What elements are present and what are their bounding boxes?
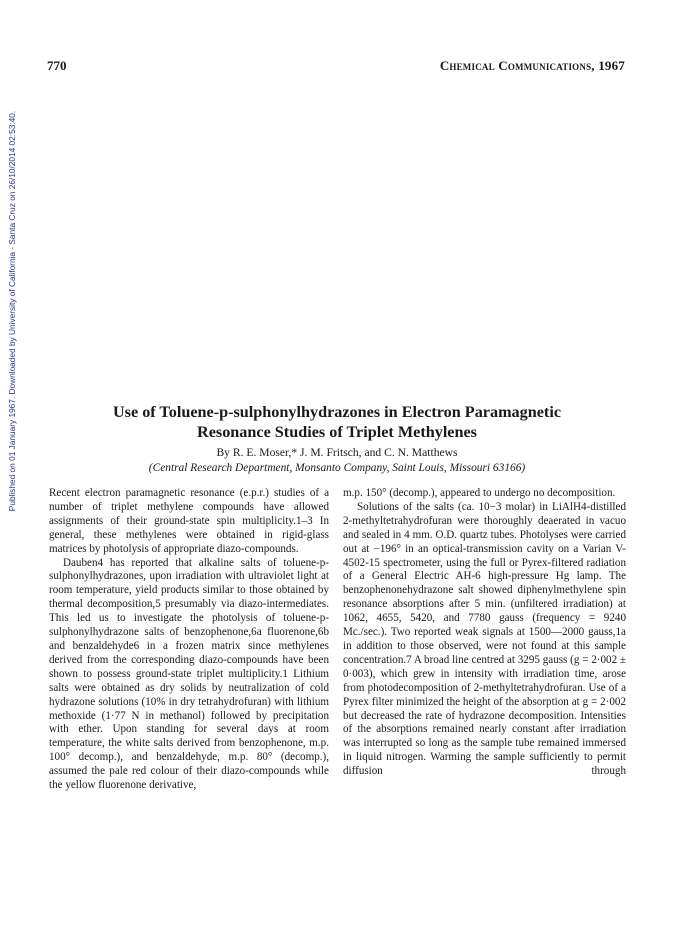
article-title — [48, 402, 626, 442]
journal-year: 1967 — [598, 58, 625, 73]
download-watermark: Published on 01 January 1967. Downloaded by University of California - Santa Cruz on 26/10/2014 02:53:40. — [7, 110, 17, 512]
paragraph-continuation: m.p. 150° (decomp.), appeared to undergo no decomposition. — [343, 487, 616, 499]
journal-name: Chemical Communications, — [439, 58, 595, 73]
left-column — [49, 487, 329, 793]
author-line: By R. E. Moser,* J. M. Fritsch, and C. N. Matthews — [216, 446, 458, 459]
title-line-2: Resonance Studies of Triplet Methylenes — [197, 423, 477, 441]
paragraph-dauben: Dauben4 has reported that alkaline salts of toluene-p-sulphonylhydrazones, upon irradiation with ultraviolet light at room temperature, yield products similar to those obtained by thermal decomposition,5 presumably via diazo-intermediates. This led us to investigate the photolysis of toluene-p-sulphonylhydrazone salts of benzophenone,6a fluorenone,6b and benzaldehyde6 in a frozen matrix since methylenes derived from the corresponding diazo-compounds have been shown to possess ground-state triplet multiplicity.1 Lithium salts were obtained as dry solids by neutralization of cold hydrazone solutions (10% in dry tetrahydrofuran) with lithium methoxide (1·77 N in methanol) followed by precipitation with ether. Upon standing for several days at room temperature, the white salts derived from benzophenone, m.p. 100° decomp.), and benzaldehyde, m.p. 80° (decomp.), assumed the pale red colour of their diazo-compounds while the yellow fluorenone derivative, — [49, 556, 329, 792]
paragraph-solutions: Solutions of the salts (ca. 10−3 molar) in LiAlH4-distilled 2-methyltetrahydrofuran were thoroughly deaerated in vacuo and sealed in 4 mm. O.D. quartz tubes. Photolyses were carried out at −196° in an optical-transmission cavity on a Varian V-4502-15 spectrometer, using the full or Pyrex-filtered radiation of a General Electric AH-6 high-pressure Hg lamp. The benzophenonehydrazone salt showed diphenylmethylene spin resonance absorptions after 5 min. (unfiltered irradiation) at 1062, 4655, 5420, and 7780 gauss (frequency = 9240 Mc./sec.). Two reported weak signals at 1500—2000 gauss,1a in addition to those observed, were not found at this sample concentration.7 A broad line centred at 3295 gauss (g = 2·002 ± 0·003), which grew in intensity with irradiation time, arose from photodecomposition of 2-methyltetrahydrofuran. Use of a Pyrex filter minimized the height of the absorption at g = 2·002 but decreased the rate of hydrazone decomposition. Intensities of the absorptions remained nearly constant after irradiation was interrupted so long as the sample tube remained immersed in liquid nitrogen. Warming the sample sufficiently to permit diffusion through — [343, 500, 626, 778]
paragraph-intro: Recent electron paramagnetic resonance (e.p.r.) studies of a number of triplet methylene compounds have allowed assignments of their ground-state spin multiplicity.1–3 In general, these methylenes were obtained in rigid-glass matrices by photolysis of appropriate diazo-compounds. — [49, 487, 329, 555]
page-number: 770 — [47, 58, 67, 73]
affiliation: (Central Research Department, Monsanto Company, Saint Louis, Missouri 63166) — [148, 462, 526, 474]
right-column — [343, 487, 626, 779]
title-line-1: Use of Toluene-p-sulphonylhydrazones in Electron Paramagnetic — [112, 403, 562, 421]
running-head — [440, 58, 625, 74]
